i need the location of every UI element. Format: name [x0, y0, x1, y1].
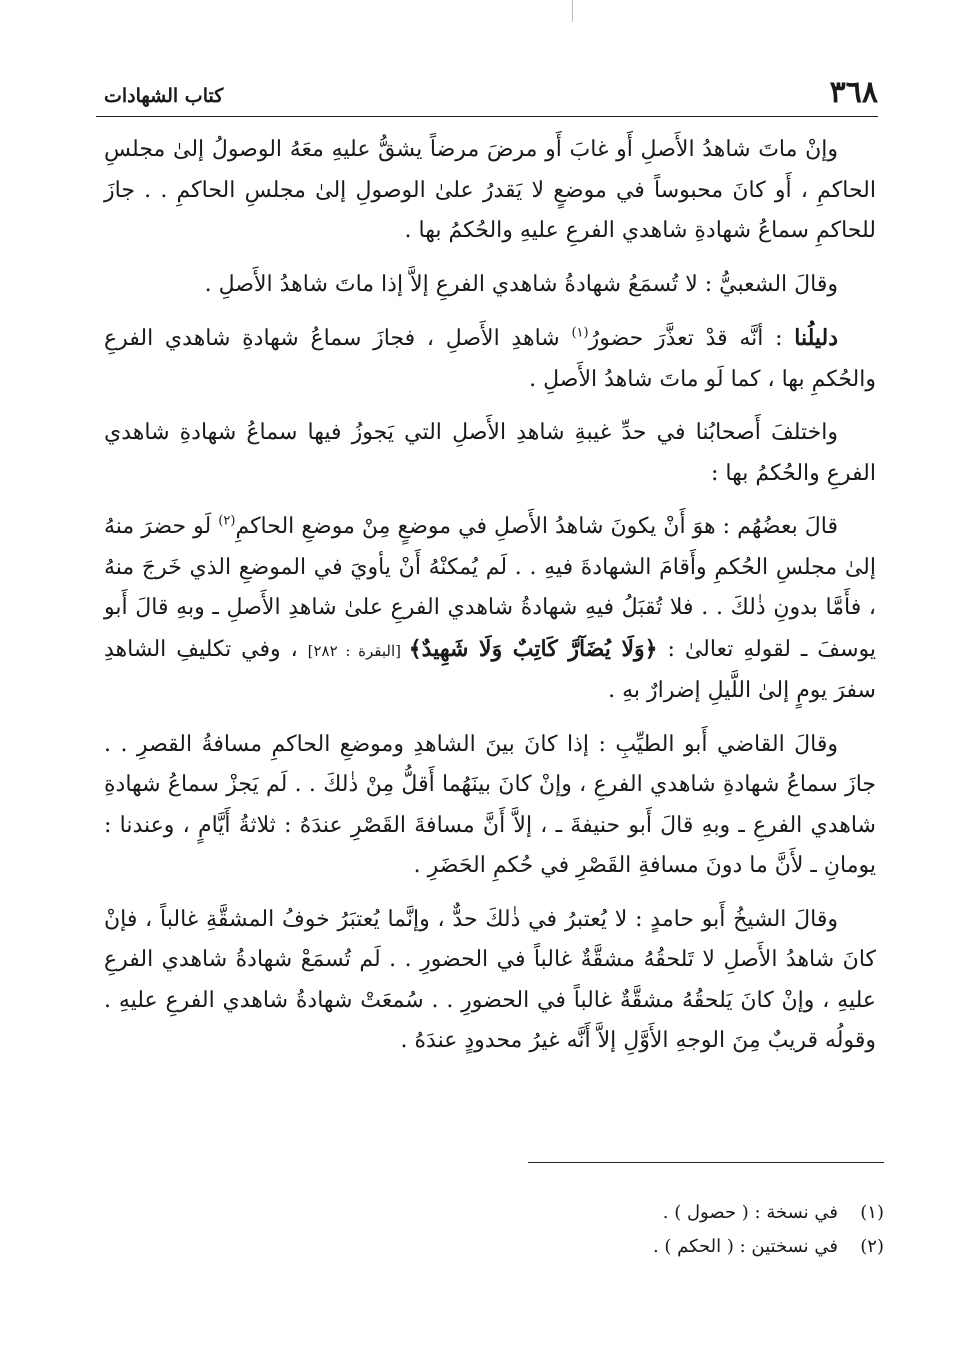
footnote-ref-1: (١)	[571, 325, 589, 341]
paragraph-4	[104, 413, 876, 494]
footnote-ref-2: (٢)	[218, 513, 236, 529]
header-rule	[96, 116, 878, 117]
paragraph-text: شاهدِ الأَصلِ ، فجازَ سماعُ شهادةِ شاهدي الفرعِ والحُكمِ بها ، كما لَو ماتَ شاهدُ الأَصلِ .	[104, 326, 876, 392]
paragraph-text: قالَ بعضُهُم : هوَ أَنْ يكونَ شاهدُ الأَصلِ في موضعٍ مِنْ موضعِ الحاكمِ	[235, 514, 838, 539]
footnotes	[104, 1196, 884, 1264]
footnote-1	[104, 1196, 884, 1230]
running-title: كتاب الشهادات	[104, 85, 224, 107]
paragraph-text: ، وفي تكليفِ الشاهدِ سفرَ يومٍ إلىٰ اللَّيلِ إضرارٌ بهِ .	[104, 636, 876, 703]
footnote-text: في نسختين : ( الحكم ) .	[652, 1236, 838, 1257]
paragraph-text: وقالَ الشيخُ أَبو حامدٍ : لا يُعتبرُ في ذٰلكَ حدٌّ ، وإنَّما يُعتبَرُ خوفُ المشقَّةِ غالباً ، فإنْ كانَ شاهدُ الأَصلِ لا تَلحقُهُ مشقَّةٌ غالباً في الحضورِ . . لَم تُسمَعْ شهادةُ شاهدي الفرعِ عليهِ ، وإنْ كانَ يَلحقُهُ مشقَّةٌ غالباً في الحضورِ . . سُمعَتْ شهادةُ شاهدي الفرعِ عليهِ . وقولُه قريبٌ مِنَ الوجهِ الأَوَّلِ إلاَّ أَنَّه غيرُ محدودٍ عندَهُ .	[104, 906, 876, 1053]
paragraph-1	[104, 130, 876, 252]
quran-verse: ﴿وَلَا يُضَآرَّ كَاتِبٌ وَلَا شَهِيدٌ﴾	[408, 635, 658, 662]
paragraph-text: وقالَ القاضي أَبو الطيِّبِ : إذا كانَ بينَ الشاهدِ وموضعِ الحاكمِ مسافةُ القصرِ . . جازَ سماعُ شهادةِ شاهدي الفرعِ ، وإنْ كانَ بينَهُما أَقلُّ مِنْ ذٰلكَ . . لَم يَجزْ سماعُ شهادةِ شاهدي الفرعِ ـ وبهِ قالَ أَبو حنيفةَ ـ ، إلاَّ أَنَّ مسافةَ القَصْرِ عندَهُ : ثلاثةُ أَيَّامٍ ، وعندنا : يومانِ ـ لأَنَّ ما دونَ مسافةِ القَصْرِ في حُكمِ الحَضَرِ .	[104, 731, 876, 878]
paragraph-6	[104, 725, 876, 887]
paragraph-text: : أنَّه قدْ تعذَّرَ حضورُ	[588, 326, 795, 351]
paragraph-text: وقالَ الشعبيُّ : لا تُسمَعُ شهادةُ شاهدي الفرعِ إلاَّ إذا ماتَ شاهدُ الأَصلِ .	[204, 271, 838, 297]
scan-gutter-mark	[572, 0, 573, 22]
main-text	[104, 130, 876, 1075]
footnote-rule	[528, 1162, 884, 1163]
paragraph-2	[104, 265, 876, 306]
paragraph-text: لَو حضرَ منهُ إلىٰ مجلسِ الحُكمِ وأَقامَ الشهادةَ فيهِ . . لَم يُمكنْهُ أَنْ يأويَ في الموضعِ الذي خَرجَ منهُ ، فأَمَّا بدونِ ذٰلكَ . . فلا تُقبَلُ فيهِ شهادةُ شاهدي الفرعِ علىٰ شاهدِ الأَصلِ ـ وبهِ قالَ أَبو يوسفَ ـ لقولهِ تعالىٰ :	[104, 514, 877, 662]
paragraph-3	[104, 318, 876, 400]
page-number: ٣٦٨	[829, 75, 878, 110]
paragraph-5	[104, 507, 876, 712]
paragraph-text: وإنْ ماتَ شاهدُ الأَصلِ أَو غابَ أَو مرضَ مرضاً يشقُّ عليهِ معَهُ الوصولُ إلىٰ مجلسِ الحاكمِ ، أَو كانَ محبوساً في موضعٍ لا يَقدرُ علىٰ الوصولِ إلىٰ مجلسِ الحاكمِ . . جازَ للحاكمِ سماعُ شهادةِ شاهدي الفرعِ عليهِ والحُكمُ بها .	[104, 137, 876, 243]
verse-reference: [البقرة : ٢٨٢]	[307, 641, 409, 660]
paragraph-lead: دليلُنا	[794, 325, 838, 351]
paragraph-7	[104, 900, 876, 1062]
paragraph-text: واختلفَ أَصحابُنا في حدِّ غيبةِ شاهدِ الأَصلِ التي يَجوزُ فيها سماعُ شهادةِ شاهدي الفرعِ والحُكمُ بها :	[104, 420, 876, 486]
footnote-text: في نسخة : ( حصول ) .	[662, 1202, 838, 1223]
page-header	[96, 70, 878, 114]
footnote-number: (١)	[860, 1202, 884, 1223]
footnote-2	[104, 1230, 884, 1264]
footnote-number: (٢)	[860, 1236, 884, 1257]
